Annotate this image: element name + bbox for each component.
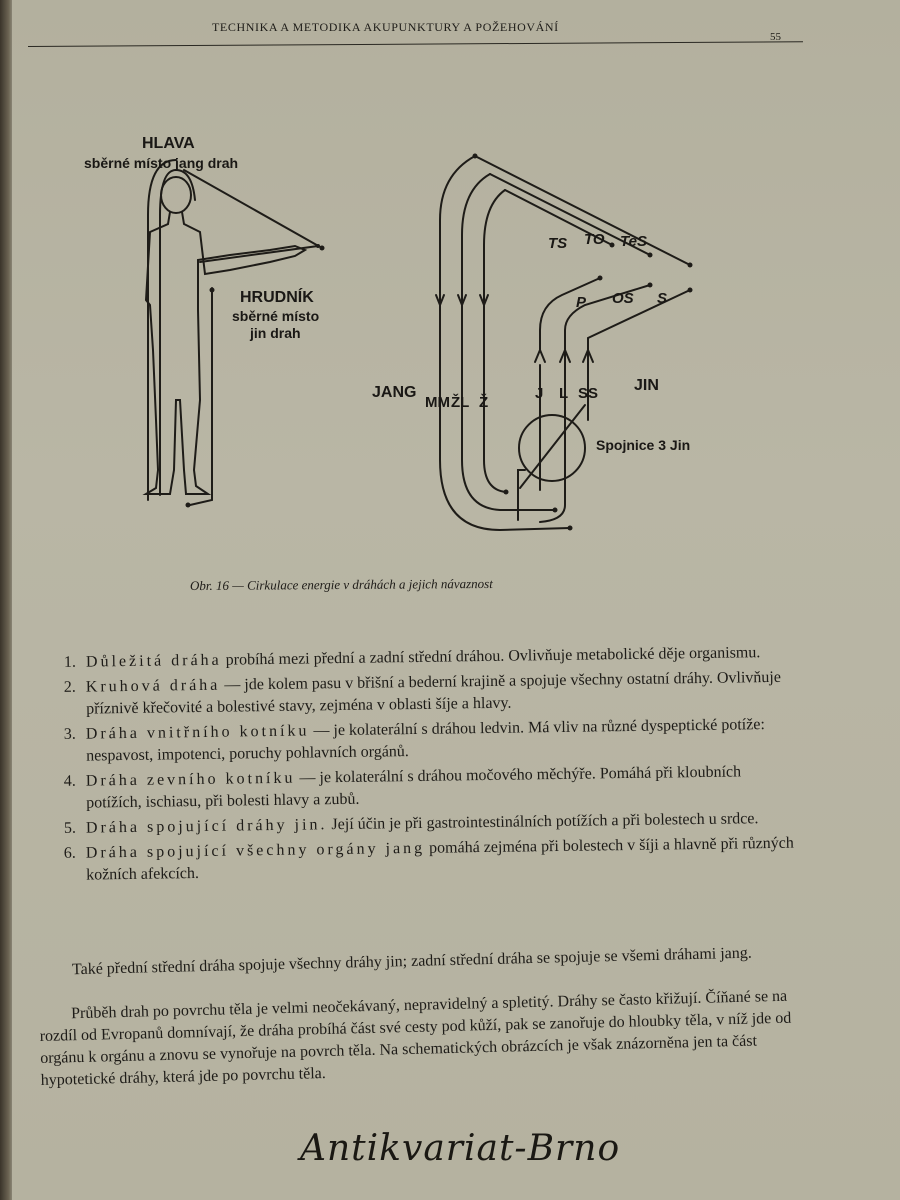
label-hlava: HLAVA xyxy=(142,135,195,152)
label-hrudnik: HRUDNÍK xyxy=(240,289,314,306)
list-term: Dráha zevního kotníku xyxy=(85,769,296,790)
label-hrudnik-sub1: sběrné místo xyxy=(232,308,320,324)
list-item: 1. Důležitá dráha probíhá mezi přední a zadní střední dráhou. Ovlivňuje metabolické děje organismu. xyxy=(63,644,761,671)
paragraph-1: Také přední střední dráha spojuje všechny dráhy jin; zadní střední dráha se spojuje se všemi dráhami jang. xyxy=(71,944,752,979)
channel-list xyxy=(56,644,796,890)
list-text: — jde kolem pasu v břišní a bederní krajině a spojuje všechny ostatní dráhy. Ovlivňuje příznivě křečovité a bolestivé stavy, zejména v oblasti šíje a hlavy. xyxy=(86,668,782,718)
list-item: 6. Dráha spojující všechny orgány jang pomáhá zejména při bolestech v šíji a hlavně při různých kožních afekcích. xyxy=(63,834,794,884)
spojnice-symbol xyxy=(519,405,585,488)
list-term: Kruhová dráha xyxy=(85,676,221,696)
label-hlava-sub: sběrné místo jang drah xyxy=(84,155,239,171)
list-term: Důležitá dráha xyxy=(85,651,222,671)
list-text: pomáhá zejména při bolestech v šíji a hlavně při různých kožních afekcích. xyxy=(86,834,794,884)
running-title: TECHNIKA A METODIKA AKUPUNKTURY A POŽEHOVÁNÍ xyxy=(212,20,559,34)
label-j: J xyxy=(535,385,544,402)
label-ts: TS xyxy=(548,235,568,252)
list-text: probíhá mezi přední a zadní střední dráhou. Ovlivňuje metabolické děje organismu. xyxy=(221,644,761,669)
label-tes: TeS xyxy=(620,233,647,250)
list-text: — je kolaterální s dráhou močového měchýře. Pomáhá při kloubních potížích, ischiasu, při bolesti hlavy a zubů. xyxy=(86,763,742,812)
label-l: L xyxy=(559,385,569,402)
jin-channels xyxy=(518,278,690,522)
list-term: Dráha spojující všechny orgány jang xyxy=(85,839,426,862)
watermark-antikvariat: Antikvariat-Brno xyxy=(300,1128,621,1169)
list-item: 4. Dráha zevního kotníku — je kolaterální s dráhou močového měchýře. Pomáhá při kloubních potížích, ischiasu, při bolesti hlavy a zubů. xyxy=(63,763,742,812)
label-to: TO xyxy=(584,231,605,248)
label-jang: JANG xyxy=(372,384,417,401)
list-item: 5. Dráha spojující dráhy jin. Její účin je při gastrointestinálních potížích a při bolestech u srdce. xyxy=(63,810,759,837)
jang-channels xyxy=(436,156,690,530)
label-s: S xyxy=(657,290,668,307)
label-jin: JIN xyxy=(634,377,659,394)
list-text: — je kolaterální s dráhou ledvin. Má vliv na různé dyspeptické potíže: nespavost, impotenci, poruchy pohlavních orgánů. xyxy=(86,716,765,765)
label-z: Ž xyxy=(479,394,489,411)
label-zl: ŽL xyxy=(451,394,470,411)
page-number: 55 xyxy=(770,31,781,43)
label-spojnice: Spojnice 3 Jin xyxy=(596,437,691,453)
list-text: Její účin je při gastrointestinálních potížích a při bolestech u srdce. xyxy=(327,810,759,834)
list-term: Dráha vnitřního kotníku xyxy=(85,722,310,743)
list-term: Dráha spojující dráhy jin. xyxy=(85,816,328,837)
list-item: 3. Dráha vnitřního kotníku — je kolaterální s dráhou ledvin. Má vliv na různé dyspeptické potíže: nespavost, impotenci, poruchy pohlavních orgánů. xyxy=(63,716,765,765)
label-p: P xyxy=(576,294,587,311)
label-ss: SS xyxy=(578,385,599,402)
list-item: 2. Kruhová dráha — jde kolem pasu v břišní a bederní krajině a spojuje všechny ostatní dráhy. Ovlivňuje příznivě křečovité a bolestivé stavy, zejména v oblasti šíje a hlavy. xyxy=(63,668,782,718)
label-hrudnik-sub2: jin drah xyxy=(250,325,301,341)
paragraph-2: Průběh drah po povrchu těla je velmi neočekávaný, nepravidelný a spletitý. Dráhy se často křižují. Číňané se na rozdíl od Evropanů domnívají, že dráha probíhá část své cesty pod kůží, pak se zanořuje do hloubky těla, v níž jde od orgánu k orgánu a znovu se vynořuje na povrch těla. Na schematických obrázcích je však znázorněna jen ta část hypotetické dráhy, která jde po povrchu těla. xyxy=(39,987,792,1089)
label-mm: MM xyxy=(425,394,450,411)
label-os: OS xyxy=(612,290,634,307)
figure-caption: Obr. 16 — Cirkulace energie v dráhách a jejich návaznost xyxy=(189,575,493,594)
